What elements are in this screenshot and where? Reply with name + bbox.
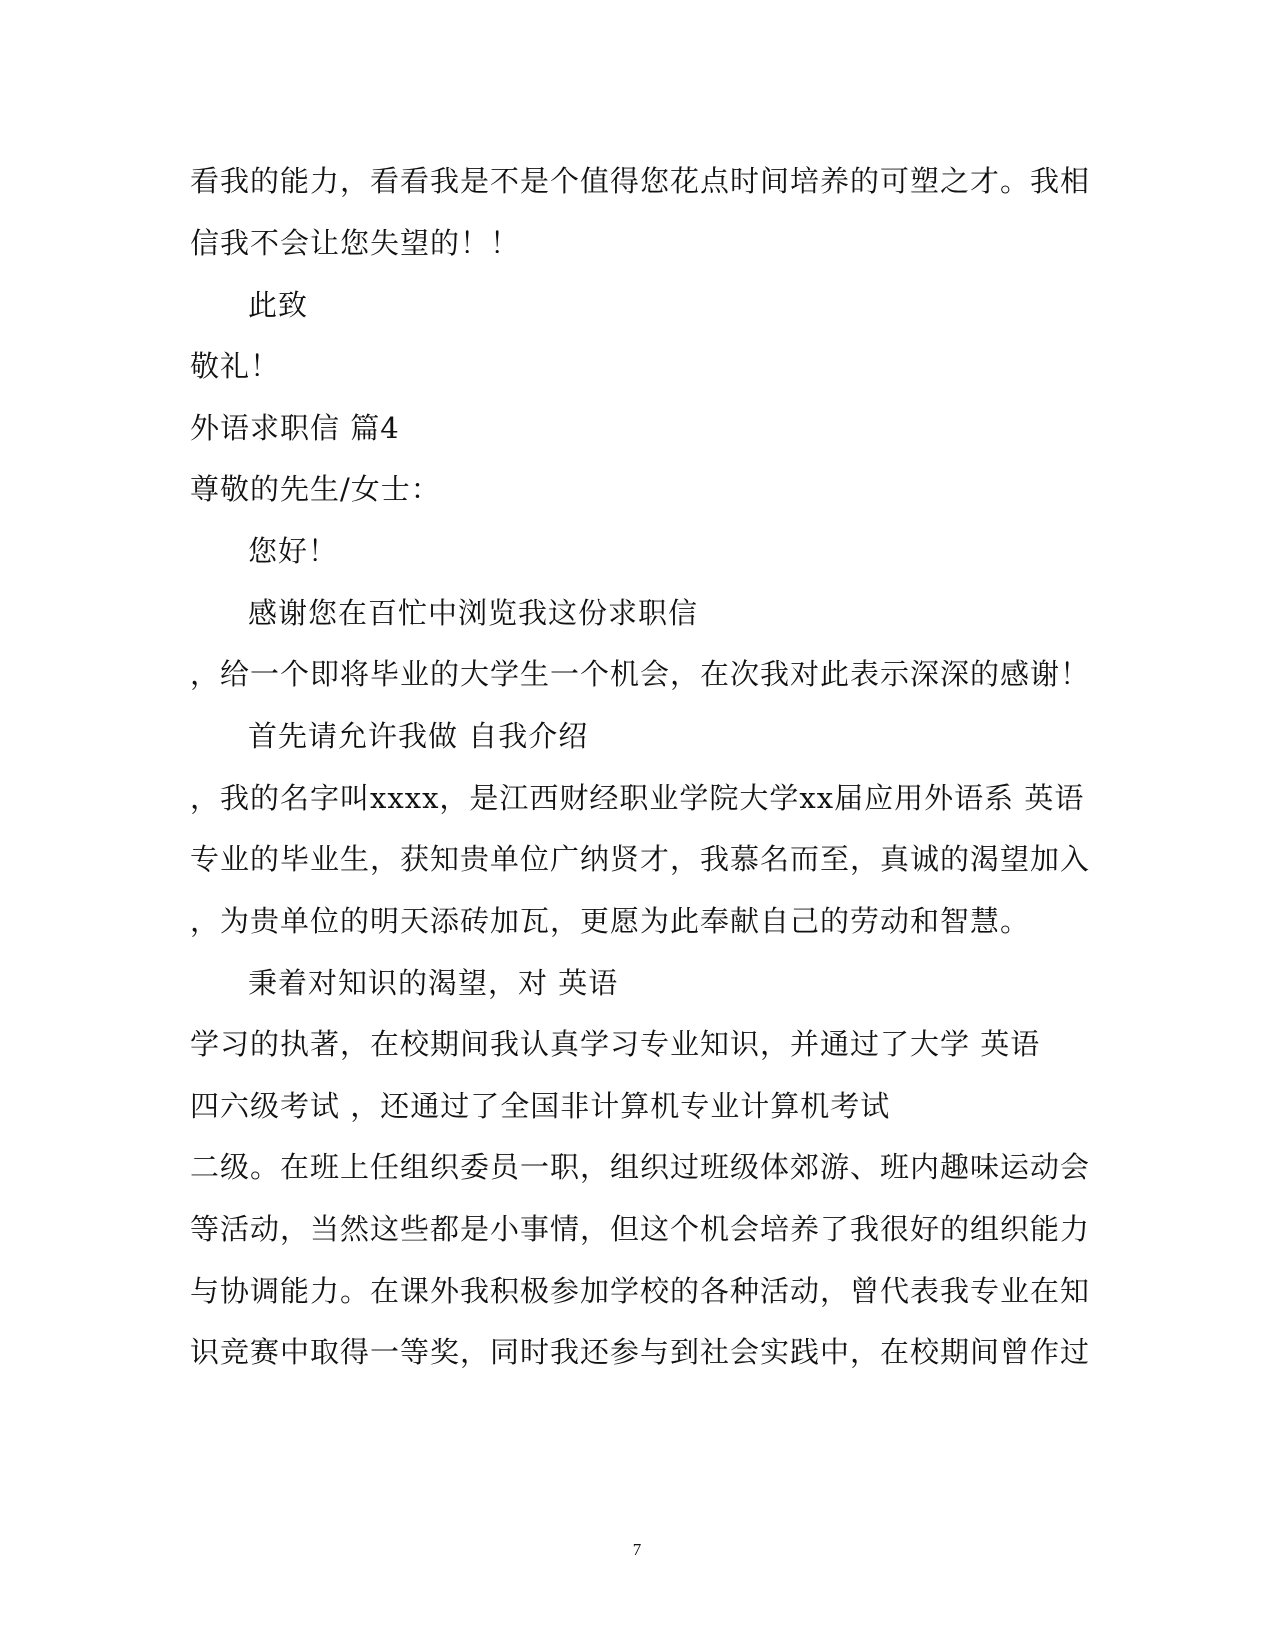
- text-line: 秉着对知识的渴望，对 英语: [248, 966, 619, 1000]
- text-line: 识竞赛中取得一等奖，同时我还参与到社会实践中，在校期间曾作过: [190, 1335, 1091, 1369]
- text-line: 首先请允许我做 自我介绍: [248, 719, 589, 753]
- section-title: 外语求职信 篇4: [190, 411, 400, 445]
- text-line: 等活动，当然这些都是小事情，但这个机会培养了我很好的组织能力: [190, 1212, 1091, 1246]
- closing-line: 此致: [248, 288, 309, 322]
- text-line: ，为贵单位的明天添砖加瓦，更愿为此奉献自己的劳动和智慧。: [190, 904, 1031, 938]
- text-line: 专业的毕业生，获知贵单位广纳贤才，我慕名而至，真诚的渴望加入: [190, 842, 1091, 876]
- text-line: 感谢您在百忙中浏览我这份求职信: [248, 596, 699, 630]
- text-line: ，我的名字叫xxxx，是江西财经职业学院大学xx届应用外语系 英语: [190, 781, 1085, 815]
- text-line: 与协调能力。在课外我积极参加学校的各种活动，曾代表我专业在知: [190, 1274, 1091, 1308]
- salutation-line: 敬礼！: [190, 349, 281, 383]
- text-line: 看我的能力，看看我是不是个值得您花点时间培养的可塑之才。我相: [190, 164, 1091, 198]
- text-line: 二级。在班上任组织委员一职，组织过班级体郊游、班内趣味运动会: [190, 1150, 1091, 1184]
- text-line: 学习的执著，在校期间我认真学习专业知识，并通过了大学 英语: [190, 1027, 1041, 1061]
- text-line: ，给一个即将毕业的大学生一个机会，在次我对此表示深深的感谢！: [190, 657, 1091, 691]
- greeting-line: 尊敬的先生/女士：: [190, 472, 441, 506]
- page-number: 7: [632, 1540, 642, 1559]
- text-line: 您好！: [248, 534, 339, 568]
- text-line: 信我不会让您失望的！！: [190, 226, 521, 260]
- text-line: 四六级考试 ，还通过了全国非计算机专业计算机考试: [190, 1089, 891, 1123]
